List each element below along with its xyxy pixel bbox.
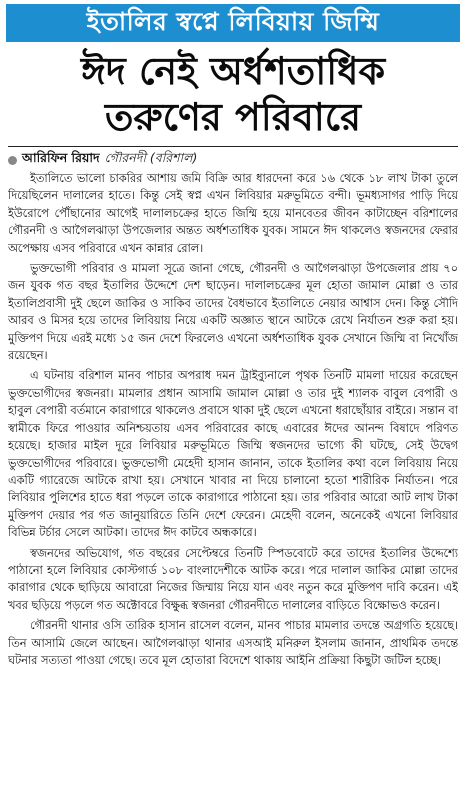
kicker-banner [6,4,460,42]
byline [8,151,458,169]
paragraph: ইতালিতে ভালো চাকরির আশায় জমি বিক্রি আর ধারদেনা করে ১৬ থেকে ১৮ লাখ টাকা তুলে দিয়েছিলেন দালালের হাতে। কিন্তু সেই স্বপ্ন এখন লিবিয়ার মরুভূমিতে বন্দী। ভূমধ্যসাগর পাড়ি দিয়ে ইউরোপে পৌঁছানোর আগেই দালালচক্রের হাতে জিম্মি হয়ে মানবেতর জীবন কাটাচ্ছেন বরিশালের গৌরনদী ও আগৈলঝাড়া উপজেলার অন্তত অর্ধশতাধিক যুবক। সামনে ঈদ থাকলেও স্বজনদের ফেরার অপেক্ষায় এসব পরিবারে এখন কান্নার রোল। [8,172,458,255]
paragraph: স্বজনদের অভিযোগ, গত বছরের সেপ্টেম্বরে তিনটি স্পিডবোটে করে তাদের ইতালির উদ্দেশ্যে পাঠানো হলে লিবিয়ার কোস্টগার্ড ১০৮ বাংলাদেশীকে আটক করে। পরে দালাল জাকির মোল্লা তাদের কারাগার থেকে ছাড়িয়ে আবারো নিজের জিম্মায় নিয়ে যান এবং নতুন করে মুক্তিপণ দাবি করেন। এই খবর ছড়িয়ে পড়লে গত অক্টোবরে বিক্ষুব্ধ স্বজনরা গৌরনদীতে দালালের বাড়িতে বিক্ষোভও করেন। [8,546,458,612]
bullet-icon [8,156,17,165]
author-location: গৌরনদী (বরিশাল) [104,150,198,165]
headline-line-2: তরুণের পরিবারে [105,95,361,139]
author-name: আরিফিন রিয়াদ [22,150,100,165]
article-body [8,170,458,782]
kicker-text: ইতালির স্বপ্নে লিবিয়ায় জিম্মি [86,6,380,36]
paragraph: গৌরনদী থানার ওসি তারিক হাসান রাসেল বলেন, মানব পাচার মামলার তদন্তে অগ্রগতি হয়েছে। তিন আসামি জেলে আছেন। আগৈলঝাড়া থানার এসআই মনিরুল ইসলাম জানান, প্রাথমিক তদন্তে ঘটনার সত্যতা পাওয়া গেছে। তবে মূল হোতারা বিদেশে থাকায় আইনি প্রক্রিয়া কিছুটা জটিল হচ্ছে। [8,619,458,667]
paragraph: এ ঘটনায় বরিশাল মানব পাচার অপরাধ দমন ট্রাইব্যুনালে পৃথক তিনটি মামলা দায়ের করেছেন ভুক্তভোগীদের স্বজনরা। মামলার প্রধান আসামি জামাল মোল্লা ও তার দুই শ্যালক বাবুল বেপারী ও হাবুল বেপারী বর্তমানে কারাগারে থাকলেও প্রবাসে থাকা দুই ছেলে এখনো ধরাছোঁয়ার বাইরে। সন্তান বা স্বামীকে ফিরে পাওয়ার অনিশ্চয়তায় এসব পরিবারের কাছে এবারের ঈদের আনন্দ বিষাদে পরিণত হয়েছে। হাজার মাইল দূরে লিবিয়ার মরুভূমিতে জিম্মি স্বজনদের ভাগ্যে কী ঘটছে, সেই উদ্বেগ ভুক্তভোগীদের পরিবারে। ভুক্তভোগী মেহেদী হাসান জানান, তাকে ইতালির কথা বলে লিবিয়ায় নিয়ে একটি গ্যারেজে আটকে রাখা হয়। সেখানে খাবার না দিয়ে চালানো হতো শারীরিক নির্যাতন। পরে লিবিয়ার পুলিশের হাতে ধরা পড়লে তাকে কারাগারে পাঠানো হয়। তার পরিবার আরো আট লাখ টাকা মুক্তিপণ দেয়ার পর গত জানুয়ারিতে তিনি দেশে ফেরেন। মেহেদী বলেন, অনেকেই এখনো লিবিয়ার বিভিন্ন টর্চার সেলে আটকা। তাদের ঈদ কাটবে অন্ধকারে। [8,369,458,540]
divider [8,146,458,147]
headline [6,48,460,140]
paragraph: ভুক্তভোগী পরিবার ও মামলা সূত্রে জানা গেছে, গৌরনদী ও আগৈলঝাড়া উপজেলার প্রায় ৭০ জন যুবক গত বছর ইতালির উদ্দেশে দেশ ছাড়েন। দালালচক্রের মূল হোতা জামাল মোল্লা ও তার ইতালিপ্রবাসী দুই ছেলে জাকির ও সাকিব তাদের বৈধভাবে ইতালিতে নেয়ার আশ্বাস দেন। কিন্তু সৌদি আরব ও মিসর হয়ে তাদের লিবিয়ায় নিয়ে একটি অজ্ঞাত স্থানে আটকে রেখে নির্যাতন শুরু করা হয়। মুক্তিপণ দিয়ে এরই মধ্যে ১৫ জন দেশে ফিরলেও এখনো অর্ধশতাধিক যুবক সেখানে জিম্মি বা নিখোঁজ রয়েছেন। [8,262,458,363]
headline-line-1: ঈদ নেই অর্ধশতাধিক [80,49,386,93]
